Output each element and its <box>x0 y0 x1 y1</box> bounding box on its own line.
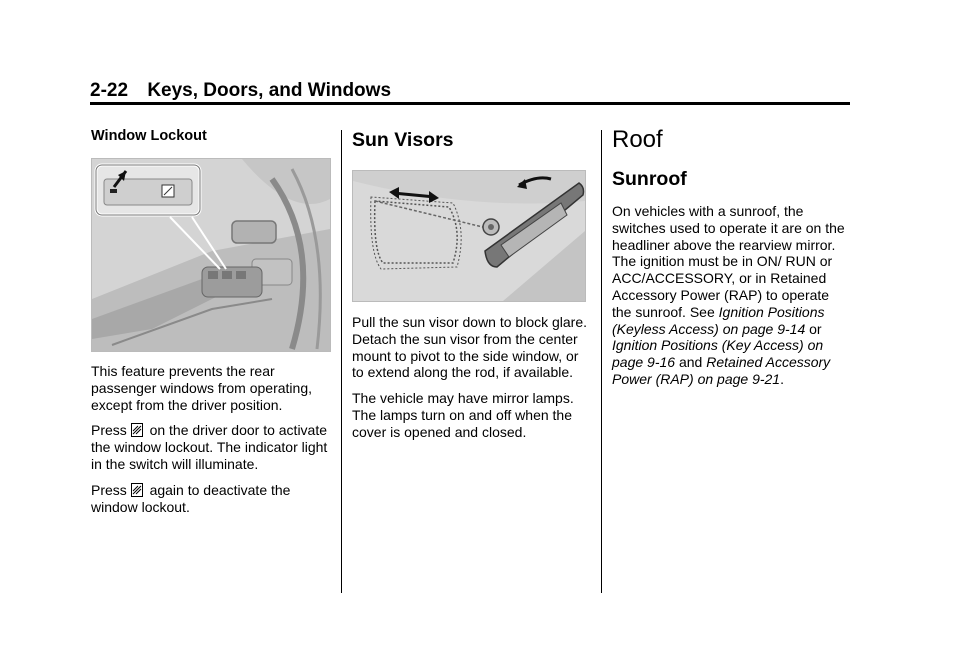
section-title: Keys, Doors, and Windows <box>147 80 392 101</box>
column-roof <box>612 112 852 397</box>
heading-roof: Roof <box>612 126 663 153</box>
heading-window-lockout: Window Lockout <box>91 128 207 144</box>
sun-visor-illustration <box>352 170 586 302</box>
window-lockout-icon <box>131 423 143 437</box>
link-rap[interactable]: Retained Accessory Power (RAP) on page 9-21 <box>612 354 831 387</box>
paragraph-lockout-deactivate <box>91 482 331 516</box>
text-period: . <box>780 370 784 387</box>
text-and: and <box>678 354 703 371</box>
header-rule <box>90 102 850 105</box>
link-ignition-keyless[interactable]: Ignition Positions (Keyless Access) on page 9-14 <box>612 303 825 337</box>
text-press: Press <box>91 481 127 498</box>
column-window-lockout <box>91 112 331 524</box>
heading-sunroof: Sunroof <box>612 168 687 190</box>
text-deactivate-lockout: again to deactivate the window lockout. <box>91 481 291 515</box>
paragraph-sun-visor-use: Pull the sun visor down to block glare. Detach the sun visor from the center mount to pivot to the side window, or to extend along the rod, if available. <box>352 314 588 381</box>
column-sun-visors <box>352 112 588 450</box>
text-sunroof-body: On vehicles with a sunroof, the switches used to operate it are on the headliner above the rearview mirror. The ignition must be in ON/ RUN or ACC/ACCESSORY, or in Retained Accessory Power (RAP) to operate the sunroof. See <box>612 203 845 320</box>
window-lockout-icon <box>131 483 143 497</box>
text-activate-lockout: on the driver door to activate the window lockout. The indicator light in the switch will illuminate. <box>91 422 328 472</box>
page-number: 2-22 <box>90 80 129 101</box>
paragraph-lockout-intro: This feature prevents the rear passenger windows from operating, except from the driver position. <box>91 363 313 413</box>
page-header <box>90 80 391 102</box>
link-ignition-key-access[interactable]: Ignition Positions (Key Access) on page 9-16 <box>612 337 824 371</box>
column-divider <box>341 130 342 593</box>
paragraph-mirror-lamps: The vehicle may have mirror lamps. The lamps turn on and off when the cover is opened and closed. <box>352 390 574 440</box>
text-or: or <box>809 320 822 337</box>
paragraph-sunroof <box>612 203 852 388</box>
door-panel-illustration <box>91 158 331 352</box>
text-press: Press <box>91 422 127 439</box>
column-divider <box>601 130 602 593</box>
paragraph-lockout-activate <box>91 422 331 472</box>
heading-sun-visors: Sun Visors <box>352 129 454 151</box>
